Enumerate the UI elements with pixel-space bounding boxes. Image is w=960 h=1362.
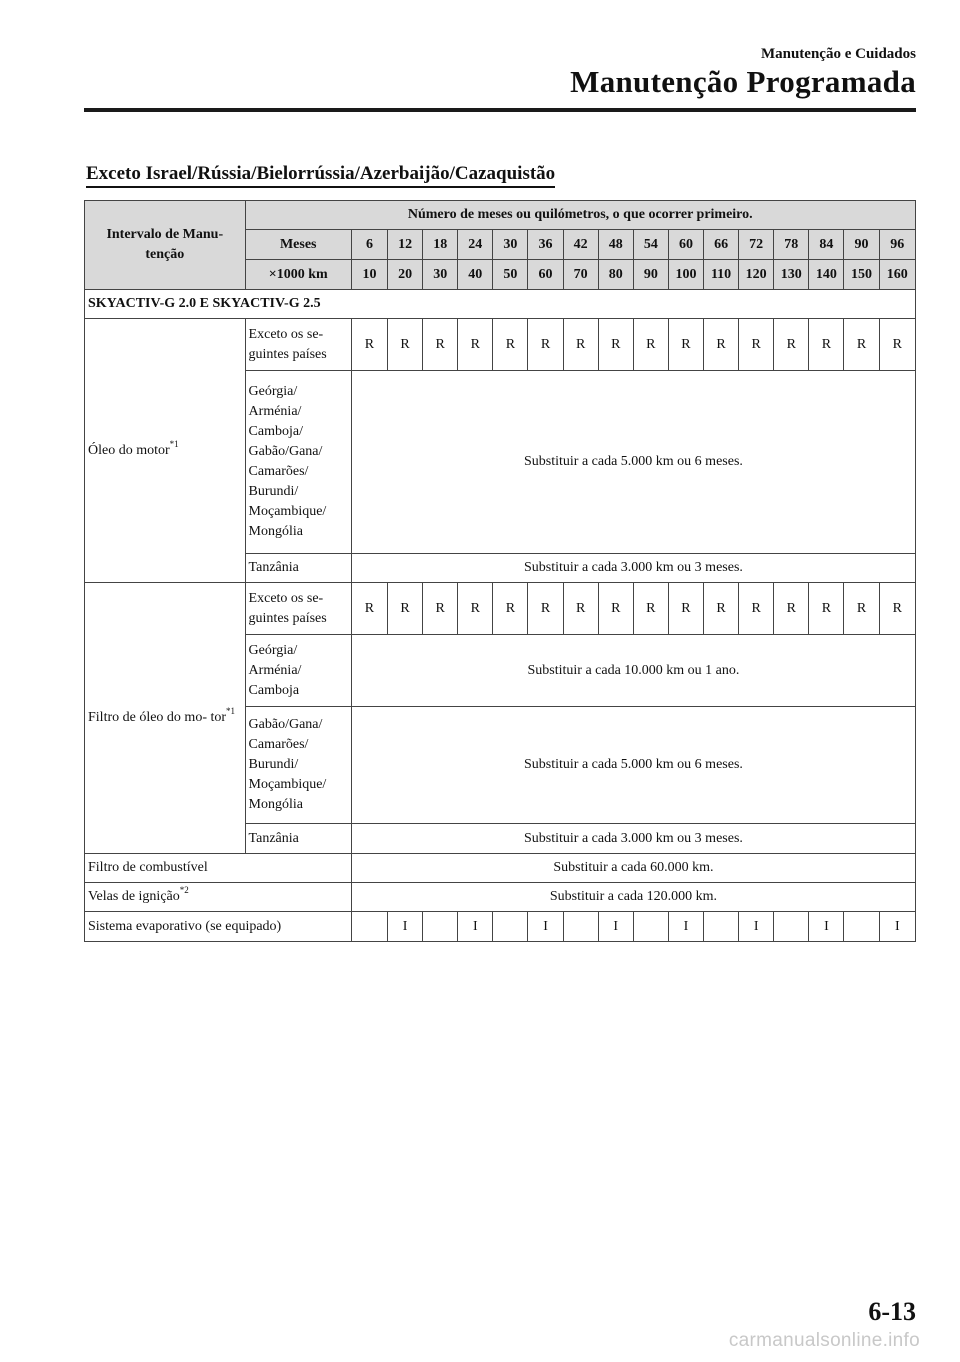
watermark: carmanualsonline.info	[728, 1330, 920, 1351]
replace-mark: R	[809, 319, 844, 371]
countries-group-label: Gabão/Gana/ Camarões/ Burundi/ Moçambique/ Mongólia	[245, 707, 351, 824]
inspect-mark: I	[388, 912, 423, 942]
km-cell: 30	[423, 260, 458, 290]
interval-header: Intervalo de Manu- tenção	[85, 201, 246, 290]
replace-mark: R	[423, 583, 458, 635]
inspect-mark: I	[809, 912, 844, 942]
km-cell: 120	[739, 260, 774, 290]
schedule-note: Substituir a cada 5.000 km ou 6 meses.	[351, 707, 915, 824]
month-cell: 90	[844, 230, 879, 260]
replace-mark: R	[423, 319, 458, 371]
km-cell: 100	[668, 260, 703, 290]
replace-mark: R	[563, 319, 598, 371]
km-label: ×1000 km	[245, 260, 351, 290]
km-cell: 130	[774, 260, 809, 290]
replace-mark: R	[879, 319, 915, 371]
page-title: Manutenção Programada	[570, 64, 916, 99]
replace-mark: R	[633, 583, 668, 635]
footnote-marker: *2	[179, 885, 189, 895]
countries-group-label: Geórgia/ Arménia/ Camboja/ Gabão/Gana/ Camarões/ Burundi/ Moçambique/ Mongólia	[245, 371, 351, 554]
inspect-mark: I	[458, 912, 493, 942]
oil-filter-label: Filtro de óleo do mo- tor$^{*1}$	[85, 583, 246, 854]
km-cell: 140	[809, 260, 844, 290]
replace-mark: R	[528, 583, 563, 635]
km-cell: 20	[388, 260, 423, 290]
section-title: Exceto Israel/Rússia/Bielorrússia/Azerbaijão/Cazaquistão	[86, 163, 555, 188]
except-countries-label: Exceto os se- guintes países	[245, 583, 351, 635]
schedule-note: Substituir a cada 3.000 km ou 3 meses.	[351, 554, 915, 583]
km-cell: 90	[633, 260, 668, 290]
replace-mark: R	[739, 319, 774, 371]
replace-mark: R	[633, 319, 668, 371]
replace-mark: R	[844, 319, 879, 371]
inspect-mark: I	[739, 912, 774, 942]
replace-mark: R	[598, 583, 633, 635]
replace-mark: R	[493, 583, 528, 635]
replace-mark: R	[351, 583, 387, 635]
km-cell: 50	[493, 260, 528, 290]
engine-row: SKYACTIV-G 2.0 E SKYACTIV-G 2.5	[85, 290, 916, 319]
schedule-note: Substituir a cada 3.000 km ou 3 meses.	[351, 824, 915, 854]
schedule-note: Substituir a cada 5.000 km ou 6 meses.	[351, 371, 915, 554]
month-cell: 12	[388, 230, 423, 260]
replace-mark: R	[388, 583, 423, 635]
replace-mark: R	[809, 583, 844, 635]
km-cell: 110	[704, 260, 739, 290]
countries-group-label: Geórgia/ Arménia/ Camboja	[245, 635, 351, 707]
km-cell: 150	[844, 260, 879, 290]
inspect-mark	[774, 912, 809, 942]
km-cell: 160	[879, 260, 915, 290]
replace-mark: R	[704, 583, 739, 635]
interval-span-header: Número de meses ou quilómetros, o que ocorrer primeiro.	[245, 201, 915, 230]
months-label: Meses	[245, 230, 351, 260]
footnote-marker: *1	[169, 438, 179, 449]
replace-mark: R	[458, 319, 493, 371]
replace-mark: R	[598, 319, 633, 371]
month-cell: 66	[704, 230, 739, 260]
fuel-filter-label: Filtro de combustível	[85, 854, 352, 883]
month-cell: 24	[458, 230, 493, 260]
month-cell: 96	[879, 230, 915, 260]
inspect-mark	[704, 912, 739, 942]
replace-mark: R	[493, 319, 528, 371]
inspect-mark	[351, 912, 387, 942]
km-cell: 60	[528, 260, 563, 290]
engine-oil-label: Óleo do motor$^{*1}$	[85, 319, 246, 583]
replace-mark: R	[704, 319, 739, 371]
inspect-mark: I	[528, 912, 563, 942]
month-cell: 6	[351, 230, 387, 260]
inspect-mark: I	[598, 912, 633, 942]
except-countries-label: Exceto os se- guintes países	[245, 319, 351, 371]
chapter-title: Manutenção e Cuidados	[760, 46, 916, 62]
month-cell: 18	[423, 230, 458, 260]
km-cell: 10	[351, 260, 387, 290]
month-cell: 42	[563, 230, 598, 260]
replace-mark: R	[458, 583, 493, 635]
maintenance-schedule-table	[84, 200, 916, 942]
inspect-mark	[633, 912, 668, 942]
evaporative-system-label: Sistema evaporativo (se equipado)	[85, 912, 352, 942]
replace-mark: R	[388, 319, 423, 371]
month-cell: 72	[739, 230, 774, 260]
header-divider	[84, 108, 916, 112]
inspect-mark	[493, 912, 528, 942]
month-cell: 48	[598, 230, 633, 260]
km-cell: 80	[598, 260, 633, 290]
footnote-marker: *1	[226, 706, 236, 716]
replace-mark: R	[774, 319, 809, 371]
month-cell: 30	[493, 230, 528, 260]
page-number: 6-13	[868, 1297, 916, 1326]
replace-mark: R	[668, 319, 703, 371]
schedule-note: Substituir a cada 10.000 km ou 1 ano.	[351, 635, 915, 707]
replace-mark: R	[774, 583, 809, 635]
replace-mark: R	[879, 583, 915, 635]
replace-mark: R	[668, 583, 703, 635]
inspect-mark: I	[879, 912, 915, 942]
replace-mark: R	[739, 583, 774, 635]
month-cell: 84	[809, 230, 844, 260]
km-cell: 70	[563, 260, 598, 290]
replace-mark: R	[563, 583, 598, 635]
inspect-mark	[563, 912, 598, 942]
spark-plugs-label: Velas de ignição$^{*2}$	[85, 883, 352, 912]
km-cell: 40	[458, 260, 493, 290]
tanzania-label: Tanzânia	[245, 824, 351, 854]
month-cell: 54	[633, 230, 668, 260]
inspect-mark	[844, 912, 879, 942]
replace-mark: R	[351, 319, 387, 371]
month-cell: 60	[668, 230, 703, 260]
tanzania-label: Tanzânia	[245, 554, 351, 583]
schedule-note: Substituir a cada 120.000 km.	[351, 883, 915, 912]
schedule-note: Substituir a cada 60.000 km.	[351, 854, 915, 883]
month-cell: 78	[774, 230, 809, 260]
replace-mark: R	[528, 319, 563, 371]
inspect-mark	[423, 912, 458, 942]
replace-mark: R	[844, 583, 879, 635]
inspect-mark: I	[668, 912, 703, 942]
month-cell: 36	[528, 230, 563, 260]
